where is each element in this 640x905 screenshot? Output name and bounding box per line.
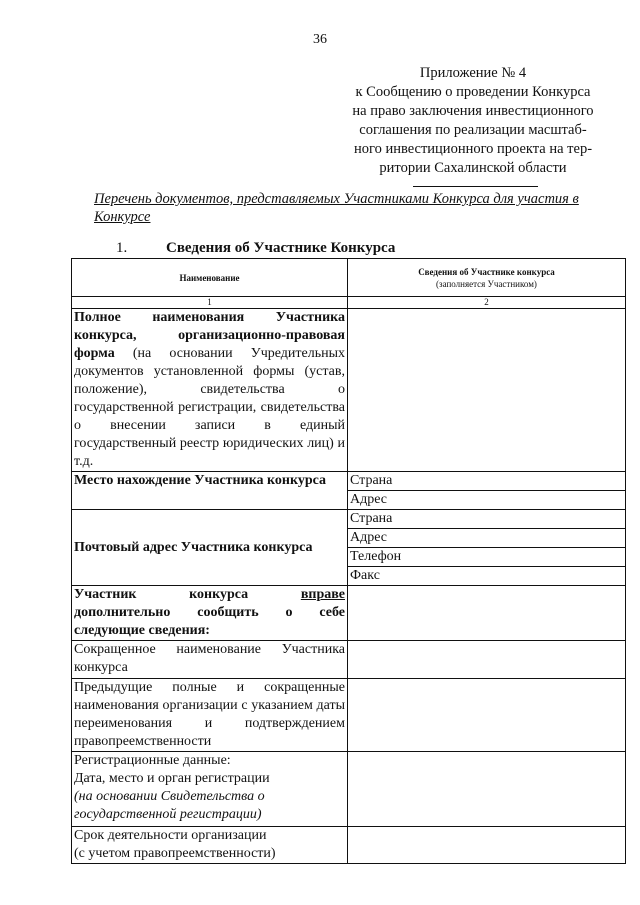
appendix-line: ритории Сахалинской области	[379, 160, 567, 176]
full-name-label-normal: (на основании Учредительных документов установленной формы (устав, положение), свидетельства о государственной регистрации, свидетельства о внесении записи в единый государственный реестр юридических лиц) и т.д.	[74, 346, 345, 469]
location-country-field[interactable]: Страна	[348, 472, 626, 491]
short-name-label: Сокращенное наименование Участника конкурса	[72, 641, 348, 679]
header-info-note: (заполняется Участником)	[436, 278, 537, 289]
table-row	[72, 586, 626, 641]
postal-fax-field[interactable]: Факс	[348, 567, 626, 586]
full-name-label	[72, 309, 348, 472]
separator-line	[413, 186, 538, 187]
postal-phone-field[interactable]: Телефон	[348, 548, 626, 567]
term-value-cell[interactable]	[348, 827, 626, 864]
postal-address-label: Почтовый адрес Участника конкурса	[72, 510, 348, 586]
additional-info-label	[72, 586, 348, 641]
location-address-field[interactable]: Адрес	[348, 491, 626, 510]
header-info-cell	[348, 259, 626, 297]
table-row	[72, 641, 626, 679]
table-row	[72, 827, 626, 864]
table-row	[72, 472, 626, 491]
appendix-heading: Приложение № 4	[419, 65, 527, 81]
appendix-line: соглашения по реализации масштаб-	[359, 122, 587, 138]
header-info-title: Сведения об Участнике конкурса	[418, 266, 555, 277]
column-number-2: 2	[348, 297, 626, 309]
previous-names-label: Предыдущие полные и сокращенные наименования организации с указанием даты переименования и подтверждением правопреемственности	[72, 679, 348, 752]
postal-country-field[interactable]: Страна	[348, 510, 626, 529]
table-header-row	[72, 259, 626, 297]
short-name-value-cell[interactable]	[348, 641, 626, 679]
previous-names-value-cell[interactable]	[348, 679, 626, 752]
column-number-row	[72, 297, 626, 309]
full-name-label-bold: Полное наименования Участника конкурса, организационно-правовая форма	[74, 310, 345, 361]
appendix-line: ного инвестиционного проекта на тер-	[353, 141, 593, 157]
header-name-cell: Наименование	[72, 259, 348, 297]
table-row	[72, 510, 626, 529]
location-label: Место нахождение Участника конкурса	[72, 472, 348, 510]
section-number: 1.	[116, 240, 128, 256]
section-title: Сведения об Участнике Конкурса	[166, 240, 396, 256]
column-number-1: 1	[72, 297, 348, 309]
additional-info-value-cell[interactable]	[348, 586, 626, 641]
term-label	[72, 827, 348, 864]
additional-info-underlined: вправе	[300, 587, 345, 602]
appendix-block	[338, 64, 608, 178]
table-row	[72, 752, 626, 827]
registration-label	[72, 752, 348, 827]
section-heading	[116, 240, 395, 257]
participant-info-table	[71, 258, 626, 864]
postal-address-field[interactable]: Адрес	[348, 529, 626, 548]
term-line2: (с учетом правопреемственности)	[74, 846, 276, 861]
appendix-line: на право заключения инвестиционного	[352, 103, 594, 119]
documents-list-title: Перечень документов, представляемых Участниками Конкурса для участия в Конкурсе	[94, 191, 579, 225]
table-row	[72, 679, 626, 752]
appendix-line: к Сообщению о проведении Конкурса	[355, 84, 591, 100]
registration-value-cell[interactable]	[348, 752, 626, 827]
full-name-value-cell[interactable]	[348, 309, 626, 472]
registration-note: (на основании Свидетельства о государственной регистрации)	[74, 789, 265, 822]
registration-line2: Дата, место и орган регистрации	[74, 771, 270, 786]
registration-line1: Регистрационные данные:	[74, 753, 231, 768]
term-line1: Срок деятельности организации	[74, 828, 267, 843]
additional-info-part2: дополнительно сообщить о себе следующие сведения:	[74, 605, 345, 638]
table-row	[72, 309, 626, 472]
page-number: 36	[313, 32, 327, 47]
additional-info-part1: Участник конкурса	[74, 587, 301, 602]
